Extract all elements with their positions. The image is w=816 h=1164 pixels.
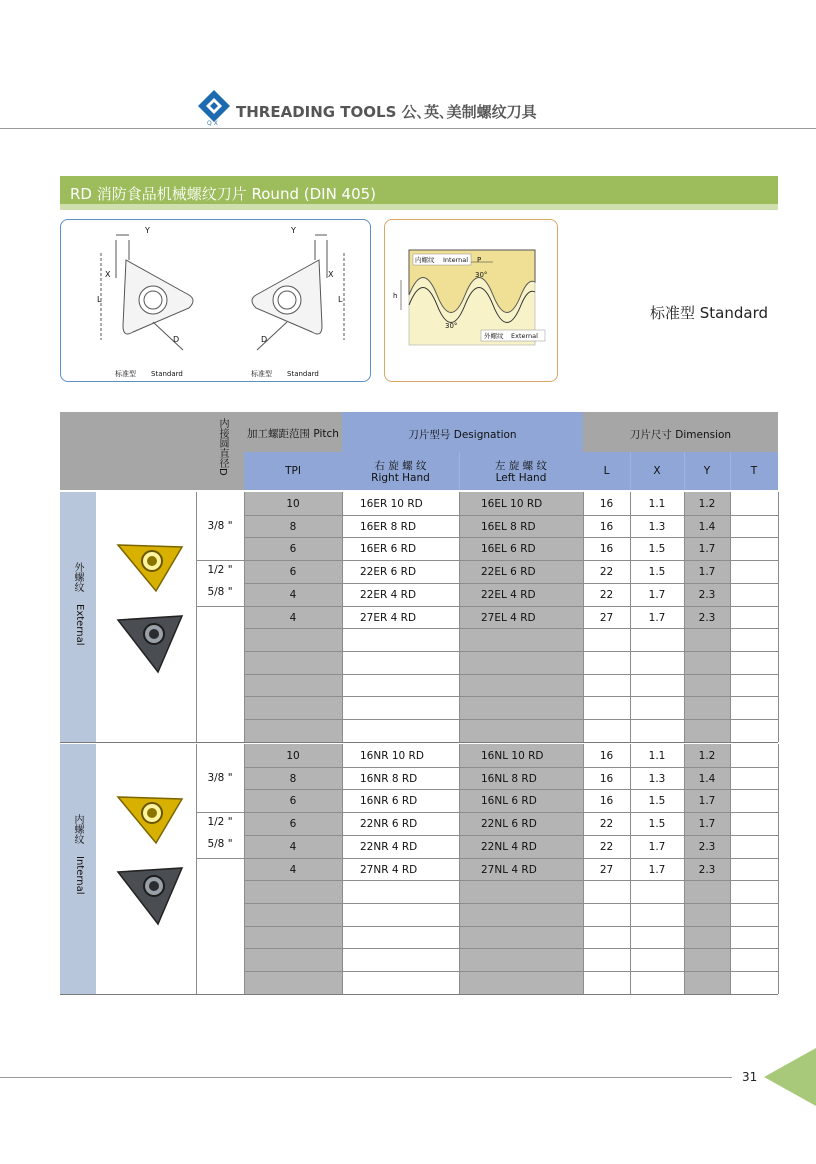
external-row-tpi: 6 [289,566,297,579]
internal-row-rule [244,812,778,813]
internal-size-1: 1/2 " [207,815,233,828]
external-col-rule [730,492,731,742]
external-row-tpi: 10 [286,498,300,510]
internal-row-tpi: 4 [289,840,297,853]
internal-row-rule [244,971,778,972]
header-left-cn: 左 旋 螺 纹 [494,460,547,472]
caption-en-left: Standard [151,370,183,378]
external-insert-dark-icon [112,610,188,676]
internal-row-left: 16NL 10 RD [481,750,544,762]
external-row-rule [244,515,778,516]
dim-label-x-left: X [105,270,111,279]
caption-cn-right: 标准型 [251,370,272,378]
internal-row-tpi: 10 [286,750,300,762]
external-row-left: 16EL 6 RD [481,543,536,556]
external-row-left: 16EL 8 RD [481,520,536,533]
external-row-tpi: 4 [289,588,297,601]
external-col-rule [459,492,460,742]
header-left-en: Left Hand [495,472,547,484]
header-right-cn: 右 旋 螺 纹 [374,460,427,472]
internal-bottom-rule [60,994,778,995]
internal-row-l: 16 [599,795,614,808]
external-insert-gold-icon [112,537,188,595]
header-blank [60,412,196,490]
header-right-en: Right Hand [371,472,430,484]
internal-row-y: 2.3 [698,840,716,853]
external-row-right: 22ER 6 RD [360,566,417,579]
page-number: 31 [742,1070,758,1084]
external-row-y: 1.7 [698,543,716,556]
external-row-left: 22EL 6 RD [481,566,536,579]
external-row-rule [244,583,778,584]
external-row-rule [244,606,778,607]
internal-row-right: 22NR 4 RD [360,840,418,853]
external-row-l: 22 [599,566,614,579]
internal-row-x: 1.7 [648,840,666,853]
internal-row-l: 16 [599,772,614,785]
external-row-x: 1.7 [648,588,666,601]
internal-row-l: 22 [599,840,614,853]
thread-profile-diagram [384,219,558,382]
external-col-rule [342,492,343,742]
external-col-rule [778,492,779,742]
internal-row-right: 27NR 4 RD [360,863,418,876]
pitch-label: P [477,256,482,264]
angle-label-bottom: 30° [445,322,458,330]
caption-en-right: Standard [287,370,319,378]
header-pitch-label: 加工螺距范围 Pitch [247,428,339,440]
internal-size-rule [196,858,244,859]
external-row-x: 1.1 [648,498,666,510]
internal-row-left: 16NL 6 RD [481,795,537,808]
external-row-y: 1.7 [698,566,716,579]
internal-row-rule [244,789,778,790]
external-size-0: 3/8 " [207,519,233,532]
internal-size-rule [196,812,244,813]
header-col-y: Y [703,465,711,477]
external-label-en: External [511,332,538,340]
header-tpi-label: TPI [285,465,301,477]
section-bar-shadow [60,204,778,210]
internal-row-rule [244,880,778,881]
dim-label-y-right: Y [291,226,296,235]
insert-dimension-diagram [60,219,371,382]
internal-size-0: 3/8 " [207,771,233,784]
external-row-y: 1.2 [698,498,716,510]
internal-row-tpi: 8 [289,772,297,785]
logo-subtext: QX [207,120,220,127]
header-col-t: T [750,465,758,477]
external-row-l: 22 [599,588,614,601]
external-row-rule [244,674,778,675]
internal-row-l: 27 [599,863,614,876]
internal-row-right: 16NR 10 RD [360,750,424,762]
external-row-right: 16ER 10 RD [360,498,423,510]
external-row-left: 16EL 10 RD [481,498,543,510]
internal-row-right: 22NR 6 RD [360,818,418,831]
insert-spec-table [60,412,778,994]
internal-col-rule [459,744,460,994]
dim-label-y-left: Y [145,226,150,235]
internal-row-x: 1.5 [648,818,666,831]
internal-row-l: 16 [599,750,614,762]
internal-size-2: 5/8 " [207,837,233,850]
external-row-right: 16ER 6 RD [360,543,417,556]
external-label-cn: 外螺纹 [484,332,504,340]
external-size-rule [196,560,244,561]
internal-group-label-cn: 内螺纹 [72,814,83,844]
dim-label-l-right: L [338,295,343,304]
external-row-l: 16 [599,498,614,510]
external-bottom-rule [60,742,778,743]
external-row-tpi: 8 [289,520,297,533]
internal-row-left: 27NL 4 RD [481,863,537,876]
dim-label-d-left: D [173,335,180,344]
external-row-rule [244,537,778,538]
internal-row-y: 1.7 [698,795,716,808]
internal-insert-dark-icon [112,862,188,928]
thread-profile-icon [385,220,559,383]
internal-row-y: 1.2 [698,750,716,762]
internal-insert-gold-icon [112,789,188,847]
internal-row-tpi: 6 [289,795,297,808]
external-group-label-en: External [74,604,85,646]
internal-row-y: 1.4 [698,772,716,785]
internal-row-rule [244,767,778,768]
internal-row-right: 16NR 8 RD [360,772,418,785]
external-row-x: 1.5 [648,566,666,579]
standard-type-label: 标准型 Standard [650,304,769,322]
internal-group-label-en: Internal [74,856,85,895]
internal-row-left: 22NL 4 RD [481,840,537,853]
header-dimension-label: 刀片尺寸 Dimension [629,429,732,441]
external-row-y: 2.3 [698,611,716,624]
external-row-x: 1.7 [648,611,666,624]
internal-col-rule [342,744,343,994]
external-row-l: 16 [599,520,614,533]
height-label: h [393,292,398,300]
internal-row-y: 1.7 [698,818,716,831]
external-row-rule [244,560,778,561]
angle-label-top: 30° [475,271,488,279]
header-col-x: X [653,465,661,477]
external-row-l: 27 [599,611,614,624]
external-row-tpi: 6 [289,543,297,556]
dim-label-d-right: D [261,335,268,344]
internal-row-left: 16NL 8 RD [481,772,537,785]
internal-label-en: Internal [443,256,469,264]
external-row-rule [244,628,778,629]
header-d-label: 内接圆直径D [217,418,228,476]
internal-row-x: 1.1 [648,750,666,762]
external-row-l: 16 [599,543,614,556]
internal-row-rule [244,835,778,836]
header-title: THREADING TOOLS 公､英､美制螺纹刀具 [236,103,537,121]
internal-row-tpi: 4 [289,863,297,876]
internal-row-right: 16NR 6 RD [360,795,418,808]
internal-col-rule [778,744,779,994]
external-row-right: 16ER 8 RD [360,520,417,533]
internal-row-x: 1.3 [648,772,666,785]
external-row-right: 27ER 4 RD [360,611,417,624]
internal-row-left: 22NL 6 RD [481,818,537,831]
internal-row-y: 2.3 [698,863,716,876]
internal-row-x: 1.5 [648,795,666,808]
footer-rule [0,1077,732,1078]
header-rule [0,128,816,129]
internal-row-rule [244,858,778,859]
internal-label-cn: 内螺纹 [415,256,435,264]
footer-arrow-icon [764,1048,816,1106]
external-row-y: 1.4 [698,520,716,533]
internal-row-rule [244,903,778,904]
external-row-rule [244,696,778,697]
external-size-2: 5/8 " [207,585,233,598]
internal-row-l: 22 [599,818,614,831]
insert-drawing-icon [61,220,372,383]
external-row-left: 27EL 4 RD [481,611,536,624]
external-row-left: 22EL 4 RD [481,588,536,601]
external-row-x: 1.5 [648,543,666,556]
external-row-rule [244,719,778,720]
header-col-l: L [603,465,610,477]
external-row-rule [244,651,778,652]
external-row-right: 22ER 4 RD [360,588,417,601]
external-row-tpi: 4 [289,611,297,624]
internal-row-x: 1.7 [648,863,666,876]
internal-row-rule [244,948,778,949]
section-title: RD 消防食品机械螺纹刀片 Round (DIN 405) [70,185,377,203]
caption-cn-left: 标准型 [115,370,136,378]
external-row-x: 1.3 [648,520,666,533]
dim-label-l-left: L [97,295,102,304]
external-size-1: 1/2 " [207,563,233,576]
external-row-y: 2.3 [698,588,716,601]
dim-label-x-right: X [328,270,334,279]
internal-col-rule [730,744,731,994]
header-designation-label: 刀片型号 Designation [408,429,517,441]
external-size-rule [196,606,244,607]
external-group-label-cn: 外螺纹 [72,562,83,592]
internal-row-tpi: 6 [289,818,297,831]
internal-row-rule [244,926,778,927]
